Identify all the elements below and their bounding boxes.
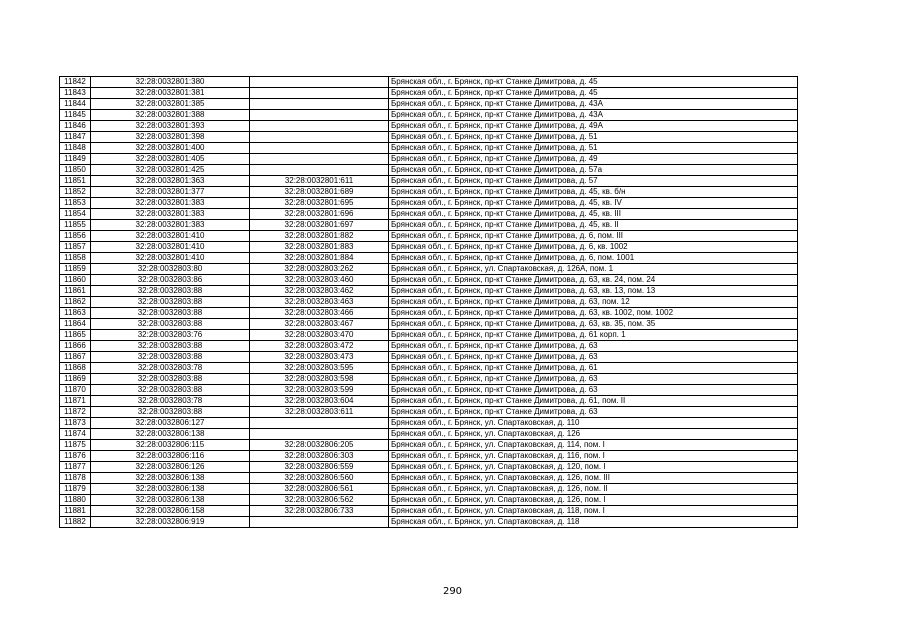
row-number-cell: 11872	[60, 407, 91, 418]
table-row	[60, 385, 798, 396]
row-number-cell: 11876	[60, 451, 91, 462]
table-row	[60, 88, 798, 99]
building-cadastral-number-cell: 32:28:0032806:303	[250, 451, 389, 462]
row-number-cell: 11842	[60, 77, 91, 88]
land-cadastral-number-cell: 32:28:0032801:383	[91, 220, 250, 231]
land-cadastral-number-cell: 32:28:0032801:380	[91, 77, 250, 88]
address-cell: Брянская обл., г. Брянск, ул. Спартаковская, д. 110	[389, 418, 798, 429]
address-cell: Брянская обл., г. Брянск, ул. Спартаковская, д. 120, пом. I	[389, 462, 798, 473]
address-cell: Брянская обл., г. Брянск, пр-кт Станке Димитрова, д. 45, кв. III	[389, 209, 798, 220]
table-row	[60, 341, 798, 352]
land-cadastral-number-cell: 32:28:0032806:138	[91, 495, 250, 506]
building-cadastral-number-cell: 32:28:0032803:604	[250, 396, 389, 407]
table-row	[60, 517, 798, 528]
row-number-cell: 11870	[60, 385, 91, 396]
land-cadastral-number-cell: 32:28:0032806:126	[91, 462, 250, 473]
address-cell: Брянская обл., г. Брянск, пр-кт Станке Димитрова, д. 63	[389, 352, 798, 363]
row-number-cell: 11858	[60, 253, 91, 264]
table-row	[60, 198, 798, 209]
address-cell: Брянская обл., г. Брянск, ул. Спартаковская, д. 126, пом. III	[389, 473, 798, 484]
land-cadastral-number-cell: 32:28:0032801:398	[91, 132, 250, 143]
building-cadastral-number-cell: 32:28:0032803:463	[250, 297, 389, 308]
address-cell: Брянская обл., г. Брянск, пр-кт Станке Димитрова, д. 61, пом. II	[389, 396, 798, 407]
address-cell: Брянская обл., г. Брянск, пр-кт Станке Димитрова, д. 45	[389, 88, 798, 99]
row-number-cell: 11844	[60, 99, 91, 110]
building-cadastral-number-cell: 32:28:0032803:467	[250, 319, 389, 330]
building-cadastral-number-cell	[250, 143, 389, 154]
row-number-cell: 11871	[60, 396, 91, 407]
table-row	[60, 286, 798, 297]
table-row	[60, 396, 798, 407]
land-cadastral-number-cell: 32:28:0032801:410	[91, 231, 250, 242]
table-row	[60, 176, 798, 187]
parcel-registry-table	[59, 76, 798, 528]
building-cadastral-number-cell	[250, 110, 389, 121]
land-cadastral-number-cell: 32:28:0032803:86	[91, 275, 250, 286]
row-number-cell: 11860	[60, 275, 91, 286]
building-cadastral-number-cell: 32:28:0032803:472	[250, 341, 389, 352]
row-number-cell: 11859	[60, 264, 91, 275]
building-cadastral-number-cell	[250, 132, 389, 143]
table-row	[60, 143, 798, 154]
land-cadastral-number-cell: 32:28:0032806:116	[91, 451, 250, 462]
row-number-cell: 11845	[60, 110, 91, 121]
building-cadastral-number-cell: 32:28:0032801:611	[250, 176, 389, 187]
table-row	[60, 165, 798, 176]
table-row	[60, 242, 798, 253]
table-row	[60, 187, 798, 198]
building-cadastral-number-cell	[250, 77, 389, 88]
address-cell: Брянская обл., г. Брянск, пр-кт Станке Димитрова, д. 45, кв. IV	[389, 198, 798, 209]
land-cadastral-number-cell: 32:28:0032803:76	[91, 330, 250, 341]
address-cell: Брянская обл., г. Брянск, пр-кт Станке Димитрова, д. 63, кв. 35, пом. 35	[389, 319, 798, 330]
row-number-cell: 11855	[60, 220, 91, 231]
land-cadastral-number-cell: 32:28:0032806:919	[91, 517, 250, 528]
land-cadastral-number-cell: 32:28:0032806:138	[91, 473, 250, 484]
table-row	[60, 264, 798, 275]
row-number-cell: 11882	[60, 517, 91, 528]
land-cadastral-number-cell: 32:28:0032803:88	[91, 297, 250, 308]
row-number-cell: 11881	[60, 506, 91, 517]
row-number-cell: 11879	[60, 484, 91, 495]
address-cell: Брянская обл., г. Брянск, ул. Спартаковская, д. 126, пом. I	[389, 495, 798, 506]
land-cadastral-number-cell: 32:28:0032801:381	[91, 88, 250, 99]
building-cadastral-number-cell: 32:28:0032803:262	[250, 264, 389, 275]
table-row	[60, 77, 798, 88]
building-cadastral-number-cell: 32:28:0032803:473	[250, 352, 389, 363]
address-cell: Брянская обл., г. Брянск, ул. Спартаковская, д. 126	[389, 429, 798, 440]
table-row	[60, 506, 798, 517]
building-cadastral-number-cell	[250, 517, 389, 528]
table-row	[60, 330, 798, 341]
row-number-cell: 11874	[60, 429, 91, 440]
address-cell: Брянская обл., г. Брянск, пр-кт Станке Димитрова, д. 61	[389, 363, 798, 374]
building-cadastral-number-cell: 32:28:0032803:595	[250, 363, 389, 374]
land-cadastral-number-cell: 32:28:0032801:388	[91, 110, 250, 121]
building-cadastral-number-cell: 32:28:0032803:470	[250, 330, 389, 341]
table-row	[60, 440, 798, 451]
table-row	[60, 209, 798, 220]
table-row	[60, 121, 798, 132]
row-number-cell: 11875	[60, 440, 91, 451]
building-cadastral-number-cell: 32:28:0032801:695	[250, 198, 389, 209]
land-cadastral-number-cell: 32:28:0032801:363	[91, 176, 250, 187]
row-number-cell: 11851	[60, 176, 91, 187]
building-cadastral-number-cell: 32:28:0032803:611	[250, 407, 389, 418]
row-number-cell: 11857	[60, 242, 91, 253]
row-number-cell: 11843	[60, 88, 91, 99]
row-number-cell: 11866	[60, 341, 91, 352]
building-cadastral-number-cell: 32:28:0032803:466	[250, 308, 389, 319]
table-row	[60, 220, 798, 231]
table-row	[60, 275, 798, 286]
building-cadastral-number-cell	[250, 429, 389, 440]
row-number-cell: 11862	[60, 297, 91, 308]
land-cadastral-number-cell: 32:28:0032801:405	[91, 154, 250, 165]
building-cadastral-number-cell: 32:28:0032803:599	[250, 385, 389, 396]
row-number-cell: 11878	[60, 473, 91, 484]
building-cadastral-number-cell: 32:28:0032806:562	[250, 495, 389, 506]
table-row	[60, 451, 798, 462]
table-row	[60, 99, 798, 110]
land-cadastral-number-cell: 32:28:0032801:393	[91, 121, 250, 132]
table-row	[60, 352, 798, 363]
address-cell: Брянская обл., г. Брянск, пр-кт Станке Димитрова, д. 6, пом. III	[389, 231, 798, 242]
row-number-cell: 11861	[60, 286, 91, 297]
land-cadastral-number-cell: 32:28:0032803:88	[91, 286, 250, 297]
building-cadastral-number-cell	[250, 165, 389, 176]
address-cell: Брянская обл., г. Брянск, пр-кт Станке Димитрова, д. 63, пом. 12	[389, 297, 798, 308]
row-number-cell: 11846	[60, 121, 91, 132]
address-cell: Брянская обл., г. Брянск, пр-кт Станке Димитрова, д. 57	[389, 176, 798, 187]
land-cadastral-number-cell: 32:28:0032801:385	[91, 99, 250, 110]
building-cadastral-number-cell: 32:28:0032803:598	[250, 374, 389, 385]
building-cadastral-number-cell: 32:28:0032803:460	[250, 275, 389, 286]
building-cadastral-number-cell: 32:28:0032801:883	[250, 242, 389, 253]
address-cell: Брянская обл., г. Брянск, ул. Спартаковская, д. 114, пом. I	[389, 440, 798, 451]
address-cell: Брянская обл., г. Брянск, пр-кт Станке Димитрова, д. 51	[389, 132, 798, 143]
address-cell: Брянская обл., г. Брянск, пр-кт Станке Димитрова, д. 6, кв. 1002	[389, 242, 798, 253]
land-cadastral-number-cell: 32:28:0032803:88	[91, 352, 250, 363]
table-row	[60, 231, 798, 242]
land-cadastral-number-cell: 32:28:0032801:383	[91, 209, 250, 220]
land-cadastral-number-cell: 32:28:0032803:88	[91, 341, 250, 352]
building-cadastral-number-cell: 32:28:0032801:696	[250, 209, 389, 220]
land-cadastral-number-cell: 32:28:0032803:78	[91, 396, 250, 407]
row-number-cell: 11856	[60, 231, 91, 242]
land-cadastral-number-cell: 32:28:0032803:88	[91, 407, 250, 418]
address-cell: Брянская обл., г. Брянск, ул. Спартаковская, д. 118	[389, 517, 798, 528]
table-row	[60, 429, 798, 440]
address-cell: Брянская обл., г. Брянск, пр-кт Станке Димитрова, д. 49	[389, 154, 798, 165]
land-cadastral-number-cell: 32:28:0032803:88	[91, 374, 250, 385]
land-cadastral-number-cell: 32:28:0032803:88	[91, 385, 250, 396]
table-row	[60, 363, 798, 374]
table-row	[60, 418, 798, 429]
building-cadastral-number-cell: 32:28:0032806:559	[250, 462, 389, 473]
land-cadastral-number-cell: 32:28:0032806:138	[91, 429, 250, 440]
table-row	[60, 473, 798, 484]
building-cadastral-number-cell: 32:28:0032801:689	[250, 187, 389, 198]
address-cell: Брянская обл., г. Брянск, ул. Спартаковская, д. 116, пом. I	[389, 451, 798, 462]
table-row	[60, 110, 798, 121]
row-number-cell: 11850	[60, 165, 91, 176]
land-cadastral-number-cell: 32:28:0032803:88	[91, 308, 250, 319]
land-cadastral-number-cell: 32:28:0032801:400	[91, 143, 250, 154]
table-row	[60, 407, 798, 418]
building-cadastral-number-cell	[250, 99, 389, 110]
row-number-cell: 11877	[60, 462, 91, 473]
building-cadastral-number-cell: 32:28:0032803:462	[250, 286, 389, 297]
land-cadastral-number-cell: 32:28:0032806:138	[91, 484, 250, 495]
building-cadastral-number-cell: 32:28:0032806:733	[250, 506, 389, 517]
address-cell: Брянская обл., г. Брянск, пр-кт Станке Димитрова, д. 6, пом. 1001	[389, 253, 798, 264]
address-cell: Брянская обл., г. Брянск, пр-кт Станке Димитрова, д. 63	[389, 385, 798, 396]
address-cell: Брянская обл., г. Брянск, пр-кт Станке Димитрова, д. 45	[389, 77, 798, 88]
table-row	[60, 374, 798, 385]
row-number-cell: 11849	[60, 154, 91, 165]
land-cadastral-number-cell: 32:28:0032803:88	[91, 319, 250, 330]
land-cadastral-number-cell: 32:28:0032801:410	[91, 242, 250, 253]
page-number: 290	[442, 586, 463, 597]
building-cadastral-number-cell	[250, 88, 389, 99]
table-body	[60, 77, 798, 528]
address-cell: Брянская обл., г. Брянск, ул. Спартаковская, д. 118, пом. I	[389, 506, 798, 517]
address-cell: Брянская обл., г. Брянск, пр-кт Станке Димитрова, д. 63	[389, 374, 798, 385]
land-cadastral-number-cell: 32:28:0032806:115	[91, 440, 250, 451]
row-number-cell: 11864	[60, 319, 91, 330]
row-number-cell: 11848	[60, 143, 91, 154]
row-number-cell: 11880	[60, 495, 91, 506]
row-number-cell: 11869	[60, 374, 91, 385]
address-cell: Брянская обл., г. Брянск, ул. Спартаковская, д. 126А, пом. 1	[389, 264, 798, 275]
land-cadastral-number-cell: 32:28:0032806:127	[91, 418, 250, 429]
address-cell: Брянская обл., г. Брянск, пр-кт Станке Димитрова, д. 63, кв. 1002, пом. 1002	[389, 308, 798, 319]
row-number-cell: 11854	[60, 209, 91, 220]
address-cell: Брянская обл., г. Брянск, пр-кт Станке Димитрова, д. 43А	[389, 110, 798, 121]
table-row	[60, 462, 798, 473]
address-cell: Брянская обл., г. Брянск, пр-кт Станке Димитрова, д. 63	[389, 341, 798, 352]
row-number-cell: 11873	[60, 418, 91, 429]
address-cell: Брянская обл., г. Брянск, пр-кт Станке Димитрова, д. 63	[389, 407, 798, 418]
address-cell: Брянская обл., г. Брянск, пр-кт Станке Димитрова, д. 57а	[389, 165, 798, 176]
building-cadastral-number-cell	[250, 121, 389, 132]
row-number-cell: 11852	[60, 187, 91, 198]
address-cell: Брянская обл., г. Брянск, пр-кт Станке Димитрова, д. 43А	[389, 99, 798, 110]
land-cadastral-number-cell: 32:28:0032803:78	[91, 363, 250, 374]
building-cadastral-number-cell	[250, 154, 389, 165]
address-cell: Брянская обл., г. Брянск, пр-кт Станке Димитрова, д. 51	[389, 143, 798, 154]
address-cell: Брянская обл., г. Брянск, пр-кт Станке Димитрова, д. 63, кв. 13, пом. 13	[389, 286, 798, 297]
row-number-cell: 11868	[60, 363, 91, 374]
address-cell: Брянская обл., г. Брянск, пр-кт Станке Димитрова, д. 63, кв. 24, пом. 24	[389, 275, 798, 286]
table-row	[60, 495, 798, 506]
building-cadastral-number-cell: 32:28:0032801:882	[250, 231, 389, 242]
address-cell: Брянская обл., г. Брянск, пр-кт Станке Димитрова, д. 45, кв. II	[389, 220, 798, 231]
table-row	[60, 154, 798, 165]
table-row	[60, 132, 798, 143]
row-number-cell: 11847	[60, 132, 91, 143]
building-cadastral-number-cell: 32:28:0032806:560	[250, 473, 389, 484]
table-row	[60, 297, 798, 308]
row-number-cell: 11867	[60, 352, 91, 363]
land-cadastral-number-cell: 32:28:0032806:158	[91, 506, 250, 517]
building-cadastral-number-cell: 32:28:0032801:884	[250, 253, 389, 264]
land-cadastral-number-cell: 32:28:0032801:425	[91, 165, 250, 176]
building-cadastral-number-cell	[250, 418, 389, 429]
building-cadastral-number-cell: 32:28:0032806:561	[250, 484, 389, 495]
land-cadastral-number-cell: 32:28:0032801:377	[91, 187, 250, 198]
row-number-cell: 11863	[60, 308, 91, 319]
land-cadastral-number-cell: 32:28:0032801:383	[91, 198, 250, 209]
address-cell: Брянская обл., г. Брянск, пр-кт Станке Димитрова, д. 49А	[389, 121, 798, 132]
row-number-cell: 11853	[60, 198, 91, 209]
building-cadastral-number-cell: 32:28:0032806:205	[250, 440, 389, 451]
address-cell: Брянская обл., г. Брянск, ул. Спартаковская, д. 126, пом. II	[389, 484, 798, 495]
table-row	[60, 308, 798, 319]
table-row	[60, 319, 798, 330]
land-cadastral-number-cell: 32:28:0032803:80	[91, 264, 250, 275]
row-number-cell: 11865	[60, 330, 91, 341]
land-cadastral-number-cell: 32:28:0032801:410	[91, 253, 250, 264]
table-row	[60, 484, 798, 495]
address-cell: Брянская обл., г. Брянск, пр-кт Станке Димитрова, д. 45, кв. б/н	[389, 187, 798, 198]
address-cell: Брянская обл., г. Брянск, пр-кт Станке Димитрова, д. 61 корп. 1	[389, 330, 798, 341]
table-row	[60, 253, 798, 264]
building-cadastral-number-cell: 32:28:0032801:697	[250, 220, 389, 231]
